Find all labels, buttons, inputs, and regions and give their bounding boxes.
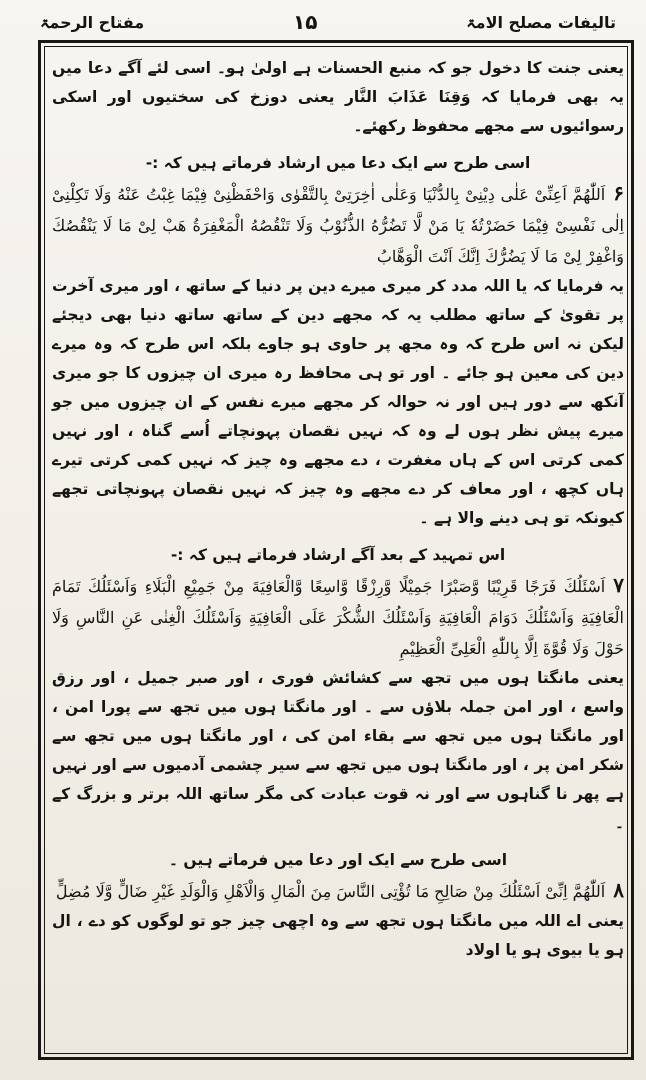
dua-8-translation: یعنی اے اللہ میں مانگتا ہوں تجھ سے وہ اچھی چیز جو تو لوگوں کو دے ، ال ہو یا بیوی ہو یا اولاد (52, 912, 624, 959)
intro-paragraph: یعنی جنت کا دخول جو کہ منبع الحسنات ہے اولیٰ ہو۔ اسی لئے آگے دعا میں یہ بھی فرمایا کہ وَقِنَا عَذَابَ النَّار یعنی دوزخ کی سختیوں اور اسکی رسوائیوں سے مجھے محفوظ رکھئے۔ (52, 59, 624, 135)
lead-in-line: اسی طرح سے ایک دعا میں ارشاد فرماتے ہیں کہ :- (145, 154, 531, 172)
running-header (40, 6, 616, 38)
dua-number: ۶ (613, 181, 624, 205)
dua-number: ۷ (613, 573, 624, 597)
section-title: مفتاح الرحمۃ (40, 12, 145, 32)
page-number: ۱۵ (293, 10, 318, 34)
dua-number: ۸ (613, 878, 624, 902)
dua-text: اَللّٰهُمَّ اِنِّیْ اَسْئَلُكَ مِنْ صَالِحِ مَا تُؤْتِی النَّاسَ مِنَ الْمَالِ وَالْاَهْلِ وَالْوَلَدِ غَیْرِ ضَالٍّ وَّلَا مُضِلٍّ (55, 882, 606, 901)
dua-6 (52, 178, 624, 272)
dua-text: اَسْئَلُكَ فَرَجًا قَرِیْبًا وَّصَبْرًا جَمِیْلًا وَّرِزْقًا وَّاسِعًا وَّالْعَافِیَةَ مِنْ جَمِیْعِ الْبَلَاءِ وَاَسْئَلُكَ تَمَامَ الْعَافِیَةِ وَاَسْئَلُكَ دَوَامَ الْعَافِیَةِ وَاَسْئَلُكَ الشُّکْرَ عَلَی الْعَافِیَةِ وَاَسْئَلُكَ الْغِنٰی عَنِ النَّاسِ وَلَا حَوْلَ وَلَا قُوَّةَ اِلَّا بِاللّٰهِ الْعَلِیِّ الْعَظِیْمِ (52, 577, 624, 658)
dua-7 (52, 570, 624, 664)
page-body (52, 54, 624, 965)
dua-7-translation: یعنی مانگتا ہوں میں تجھ سے کشائش فوری ، اور صبر جمیل ، اور رزق واسع ، اور امن جملہ بلاؤں سے ۔ اور مانگتا ہوں میں تجھ سے پورا امن ، اور مانگتا ہوں میں تجھ سے بقاء امن کی ، اور مانگتا ہوں میں تجھ سے شکر امن پر ، اور مانگتا ہوں میں تجھ سے سیر چشمی آدمیوں سے اور نہیں ہے پھر نا گناہوں سے اور نہ قوت عبادت کی مگر ساتھ اللہ برتر و بزرگ کے ۔ (52, 669, 624, 832)
lead-in-line: اس تمہید کے بعد آگے ارشاد فرماتے ہیں کہ :- (170, 546, 506, 564)
dua-8 (52, 875, 624, 907)
book-title: تالیفات مصلح الامۃ (466, 12, 616, 32)
dua-text: اَللّٰهُمَّ اَعِنِّیْ عَلٰی دِیْنِیْ بِالدُّنْیَا وَعَلٰی اٰخِرَتِیْ بِالتَّقْوٰی وَاحْفَظْنِیْ فِیْمَا غِبْتُ عَنْهُ وَلَا تَکِلْنِیْ اِلٰی نَفْسِیْ فِیْمَا حَضَرْتُهٗ یَا مَنْ لَّا تَضُرُّهُ الذُّنُوْبُ وَلَا تَنْقُصُهُ الْمَغْفِرَةُ هَبْ لِیْ مَا لَا یَنْقُصُكَ وَاغْفِرْ لِیْ مَا لَا یَضُرُّكَ اِنَّكَ اَنْتَ الْوَهَّابُ (52, 185, 624, 266)
lead-in-line: اسی طرح سے ایک اور دعا میں فرماتے ہیں ۔ (168, 851, 508, 869)
dua-6-translation: یہ فرمایا کہ یا اللہ مدد کر میری میرے دین پر دنیا کے ساتھ ، اور میری آخرت پر تقویٰ کے ساتھ مطلب یہ کہ مجھے دین کے ساتھ ساتھ دنیا بھی دیجئے لیکن نہ اس طرح کہ وہ مجھ پر حاوی ہو جاوے بلکہ اس طرح کہ وہ میرے دین کی معین ہو جائے ۔ اور تو ہی محافظ رہ میری ان چیزوں کا جو میری آنکھ سے دور ہیں اور نہ حوالہ کر مجھے میرے نفس کے ان چیزوں میں جو میرے پیش نظر ہوں لے وہ کہ نہیں نقصان پہونچاتے اُسے گناہ ، اور نہیں کمی کرتی اس کے ہاں مغفرت ، دے مجھے وہ چیز کہ نہیں کمی کرتی تیرے ہاں کچھ ، اور معاف کر دے مجھے وہ چیز کہ نہیں نقصان پہونچاتی تجھے کیونکہ تو ہی دینے والا ہے ۔ (52, 277, 624, 527)
